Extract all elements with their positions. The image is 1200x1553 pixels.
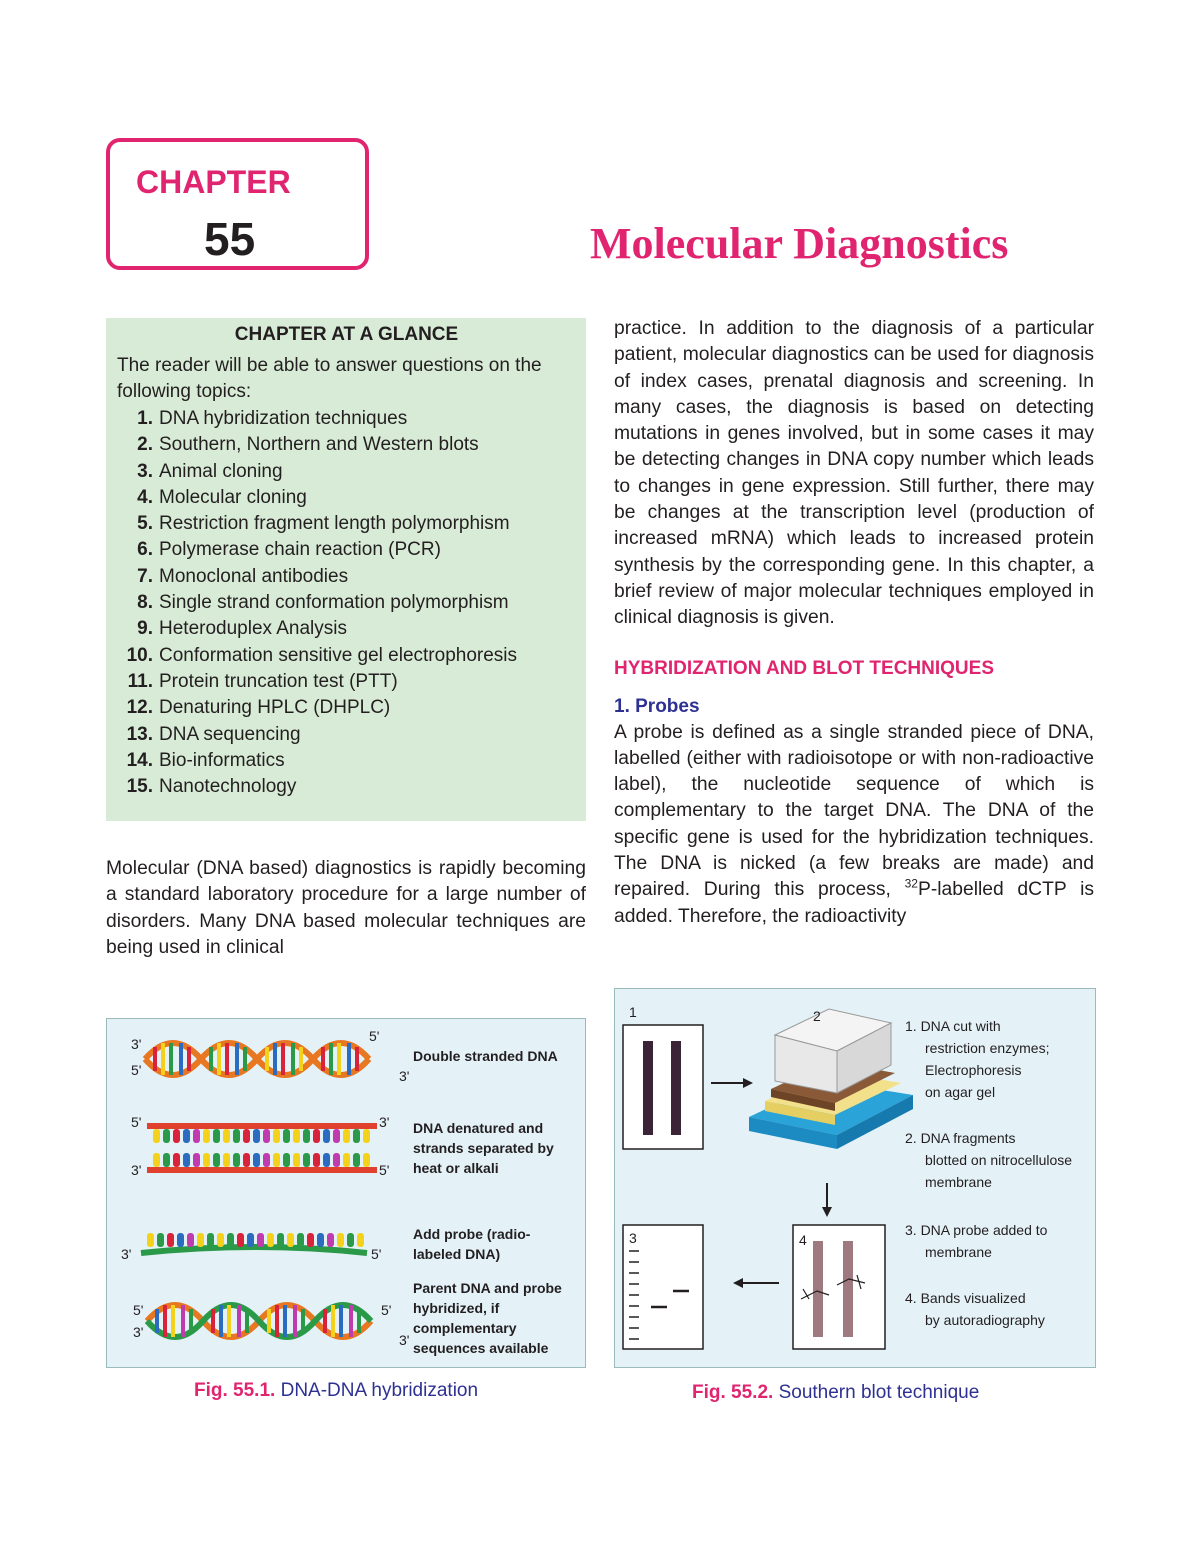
glance-intro: The reader will be able to answer questions on the following topics:: [117, 355, 542, 402]
fig2-label: on agar gel: [925, 1084, 996, 1100]
topic-text: Animal cloning: [159, 460, 283, 482]
end-label: 3': [399, 1068, 410, 1084]
step-number: 4: [799, 1232, 807, 1248]
end-label: 5': [131, 1114, 142, 1130]
topic-item: [117, 564, 576, 590]
fig1-label: Parent DNA and probe: [413, 1280, 562, 1296]
fig1-label: complementary: [413, 1320, 517, 1336]
fig2-label: 1. DNA cut with: [905, 1018, 1001, 1034]
arrow-right-icon: [743, 1078, 753, 1088]
chapter-number: 55: [204, 213, 256, 265]
probes-text-before: A probe is defined as a single stranded piece of DNA, labelled (either with radioisotope or with non-radioactive label), the nucleotide sequence of which is complementary to the target DNA. The DNA of the specific gene is used for the hybridization techniques. The DNA is nicked (a few breaks are made) and repaired. During this process,: [614, 721, 1094, 901]
topic-text: Conformation sensitive gel electrophoresis: [159, 644, 518, 666]
double-helix-2: [147, 1305, 371, 1337]
fig1-label: Add probe (radio-: [413, 1226, 531, 1242]
end-label: 3': [133, 1324, 144, 1340]
end-label: 3': [131, 1162, 142, 1178]
topic-item: [117, 485, 576, 511]
topic-text: Restriction fragment length polymorphism: [159, 513, 510, 535]
end-label: 5': [369, 1028, 380, 1044]
gel-panel: [623, 1025, 703, 1149]
fig1-label: DNA denatured and: [413, 1120, 544, 1136]
blot-stack: [749, 1009, 913, 1149]
topic-number: 11.: [127, 670, 153, 692]
end-label: 3': [379, 1114, 390, 1130]
end-label: 5': [381, 1302, 392, 1318]
topic-text: DNA sequencing: [159, 723, 301, 745]
step-number: 1: [629, 1004, 637, 1020]
probes-paragraph: [614, 720, 1094, 930]
topic-text: Bio-informatics: [159, 749, 285, 771]
glance-heading: CHAPTER AT A GLANCE: [234, 324, 459, 345]
end-label: 3': [121, 1246, 132, 1262]
fig2-label: blotted on nitrocellulose: [925, 1152, 1073, 1168]
topic-number: 15.: [126, 776, 153, 798]
topic-number: 7.: [137, 565, 153, 587]
end-label: 3': [399, 1332, 410, 1348]
topic-number: 3.: [137, 460, 153, 482]
fig2-label: restriction enzymes;: [925, 1040, 1050, 1056]
topic-text: Polymerase chain reaction (PCR): [159, 539, 441, 561]
topic-item: [117, 643, 576, 669]
topic-item: [117, 511, 576, 537]
topic-text: Molecular cloning: [159, 486, 307, 508]
chapter-box: [106, 138, 369, 270]
topic-item: [117, 537, 576, 563]
end-label: 5': [371, 1246, 382, 1262]
topic-item: [117, 669, 576, 695]
double-helix-1: [145, 1043, 369, 1075]
step-number: 3: [629, 1230, 637, 1246]
arrow-down-icon: [822, 1207, 832, 1217]
fig2-label: membrane: [925, 1244, 992, 1260]
topic-number: 6.: [137, 539, 153, 561]
figure-dna-hybridization: [106, 1018, 586, 1368]
topic-number: 2.: [137, 434, 153, 456]
continued-paragraph: practice. In addition to the diagnosis of a particular patient, molecular diagnostics can be used for diagnosis of index cases, prenatal diagnosis and screening. In many cases, the diagnosis is based on detecting mutations in genes involved, but in some cases it may be detecting changes in DNA copy number which leads to changes in gene expression. Still further, there may be changes at the transcription level (production of increased mRNA) which leads to increased protein synthesis by the corresponding gene. In this chapter, a brief review of major molecular techniques employed in clinical diagnosis is given.: [614, 318, 1094, 629]
end-label: 3': [131, 1036, 142, 1052]
caption-text: DNA-DNA hybridization: [275, 1380, 479, 1401]
caption-number: Fig. 55.2.: [692, 1382, 774, 1403]
right-column: [614, 316, 1094, 930]
southern-blot-diagram: [615, 989, 1095, 1367]
caption-text: Southern blot technique: [773, 1382, 980, 1403]
chapter-at-a-glance: [106, 318, 586, 821]
step-number: 2: [813, 1008, 821, 1024]
topic-text: Southern, Northern and Western blots: [159, 434, 479, 456]
topic-number: 13.: [126, 723, 153, 745]
caption-number: Fig. 55.1.: [194, 1380, 276, 1401]
topic-text: Single strand conformation polymorphism: [159, 592, 509, 614]
probe-strand: [141, 1233, 367, 1253]
topic-number: 9.: [137, 618, 153, 640]
chapter-title: Molecular Diagnostics: [590, 219, 1009, 268]
denatured-strands: [147, 1123, 377, 1173]
end-label: 5': [379, 1162, 390, 1178]
fig1-label: strands separated by: [413, 1140, 554, 1156]
fig1-label: hybridized, if: [413, 1300, 500, 1316]
topic-item: [117, 406, 576, 432]
fig2-label: membrane: [925, 1174, 992, 1190]
topic-text: Denaturing HPLC (DHPLC): [159, 697, 391, 719]
topic-number: 10.: [126, 644, 153, 666]
fig2-label: by autoradiography: [925, 1312, 1045, 1328]
sub-heading: 1. Probes: [614, 695, 700, 717]
fig1-label: labeled DNA): [413, 1246, 501, 1262]
fig2-label: Electrophoresis: [925, 1062, 1022, 1078]
topic-text: Nanotechnology: [159, 776, 297, 798]
fig1-label: Double stranded DNA: [413, 1048, 558, 1064]
membrane-panel: [793, 1225, 885, 1349]
topic-number: 1.: [137, 408, 153, 429]
chapter-word: CHAPTER: [136, 164, 291, 200]
fig1-label: sequences available: [413, 1340, 549, 1356]
fig2-label: 4. Bands visualized: [905, 1290, 1026, 1306]
topic-item: [117, 459, 576, 485]
topic-item: [117, 590, 576, 616]
figure-caption-2: [692, 1382, 979, 1404]
end-label: 5': [133, 1302, 144, 1318]
topic-text: Heteroduplex Analysis: [159, 618, 347, 640]
topic-item: [117, 722, 576, 748]
fig2-label: 2. DNA fragments: [905, 1130, 1016, 1146]
topic-item: [117, 748, 576, 774]
intro-paragraph: Molecular (DNA based) diagnostics is rapidly becoming a standard laboratory procedure for a large number of disorders. Many DNA based molecular techniques are being used in clinical: [106, 858, 586, 958]
end-label: 5': [131, 1062, 142, 1078]
figure-southern-blot: [614, 988, 1096, 1368]
dna-hybridization-diagram: [107, 1019, 585, 1367]
fig2-label: 3. DNA probe added to: [905, 1222, 1048, 1238]
fig1-label: heat or alkali: [413, 1160, 499, 1176]
topic-number: 8.: [137, 592, 153, 614]
topic-item: [117, 432, 576, 458]
topic-text: Protein truncation test (PTT): [159, 670, 398, 692]
topic-number: 12.: [126, 697, 153, 719]
arrow-left-icon: [733, 1278, 743, 1288]
topic-item: [117, 774, 576, 800]
topic-number: 4.: [137, 486, 153, 508]
topic-text: Monoclonal antibodies: [159, 565, 349, 587]
figure-caption-1: [194, 1380, 478, 1402]
topic-item: [117, 695, 576, 721]
topic-text: DNA hybridization techniques: [159, 408, 408, 429]
section-heading: HYBRIDIZATION AND BLOT TECHNIQUES: [614, 657, 994, 679]
topic-number: 5.: [137, 513, 153, 535]
topic-number: 14.: [126, 749, 153, 771]
probes-text-after: P-labelled dCTP is added. Therefore, the radioactivity: [614, 879, 1094, 927]
topic-item: [117, 616, 576, 642]
topic-list: [117, 406, 576, 800]
isotope-superscript: 32: [904, 876, 918, 891]
